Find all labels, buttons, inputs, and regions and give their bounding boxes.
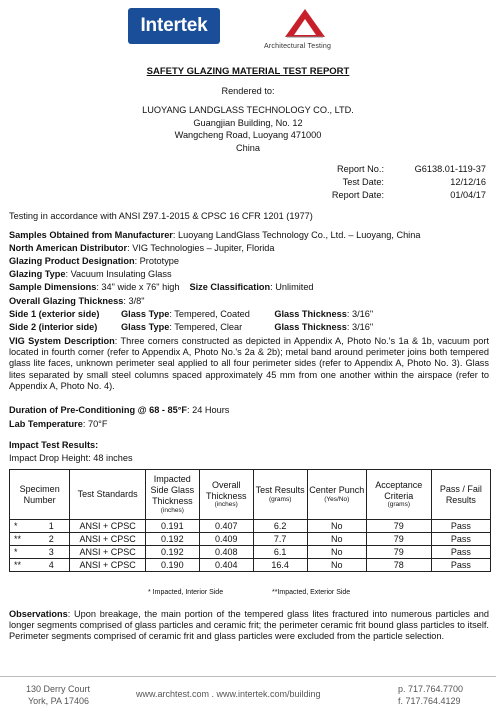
preconditioning-field: Duration of Pre-Conditioning @ 68 - 85°F: 24 Hours [9,405,230,415]
test-date-label: Test Date: [342,177,384,187]
table-cell-side: 0.192 [145,533,199,546]
table-cell-criteria: 79 [366,546,431,559]
table-cell-num: 2 [33,533,70,546]
table-header-label: Impacted Side Glass Thickness [150,474,195,506]
address-line-2: Wangcheng Road, Luoyang 471000 [174,130,322,140]
report-date-value: 01/04/17 [450,190,486,200]
footer-phone: p. 717.764.7700 [398,684,464,694]
table-cell-pf: Pass [431,520,490,533]
observations: Observations: Upon breakage, the main portion of the tempered glass lites fractured into numerous particles and longer segments comprised of glass particles and ceramic frit; the perimeter ceramic frit bound glass particles to itself. Perimeter segments comprised of ceramic frit and glass particles were excluded from the particle selection. [9,609,489,642]
table-header-label: Specimen Number [19,483,60,505]
footnote-exterior: **Impacted, Exterior Side [272,589,351,596]
table-header-cell [199,470,253,520]
table-header-unit: (Yes/No) [324,496,350,503]
table-cell-result: 7.7 [253,533,307,546]
glazing-type-field: Glazing Type: Vacuum Insulating Glass [9,269,172,279]
table-cell-criteria: 79 [366,520,431,533]
table-header-cell [366,470,431,520]
table-header-unit: (inches) [214,501,238,509]
table-header-unit: (grams) [387,501,410,509]
table-cell-criteria: 78 [366,559,431,572]
testing-standard: Testing in accordance with ANSI Z97.1-2015 & CPSC 16 CFR 1201 (1977) [9,211,313,221]
report-no-label: Report No.: [337,164,384,174]
report-date-label: Report Date: [331,190,384,200]
footer-websites: www.archtest.com . www.intertek.com/building [136,689,321,699]
table-cell-num: 3 [33,546,70,559]
table-cell-punch: No [307,559,366,572]
address-country: China [235,143,260,153]
table-header-label: Test Results [255,485,305,496]
table-header-unit: (inches) [160,506,184,514]
table-cell-num: 1 [33,520,70,533]
report-header [0,0,496,58]
table-cell-overall: 0.408 [199,546,253,559]
table-cell-side: 0.190 [145,559,199,572]
impact-drop-height: Impact Drop Height: 48 inches [9,453,133,463]
table-header-cell [253,470,307,520]
table-cell-result: 16.4 [253,559,307,572]
footer-fax: f. 717.764.4129 [398,696,461,706]
table-cell-result: 6.1 [253,546,307,559]
table-cell-side: 0.191 [145,520,199,533]
footnote-interior: * Impacted, Interior Side [148,589,224,596]
table-cell-side: 0.192 [145,546,199,559]
footer-street: 130 Derry Court [26,684,91,694]
table-cell-punch: No [307,533,366,546]
test-date-value: 12/12/16 [450,177,486,187]
table-cell-mark: * [10,520,34,533]
table-cell-overall: 0.407 [199,520,253,533]
table-header-label: Acceptance Criteria [375,479,423,501]
table-header-label: Overall Thickness [205,479,247,501]
table-header-cell [431,470,490,520]
table-cell-pf: Pass [431,533,490,546]
table-cell-mark: ** [10,533,34,546]
table-body [10,520,491,572]
intertek-logo [128,8,220,44]
rendered-to-label: Rendered to: [221,86,275,96]
table-cell-result: 6.2 [253,520,307,533]
table-cell-overall: 0.404 [199,559,253,572]
footer-city: York, PA 17406 [28,696,90,706]
impact-results-table [9,469,491,572]
table-header-cell [307,470,366,520]
report-title: SAFETY GLAZING MATERIAL TEST REPORT [146,66,350,77]
table-header-unit: (grams) [268,496,292,503]
table-cell-pf: Pass [431,559,490,572]
table-cell-overall: 0.409 [199,533,253,546]
table-cell-punch: No [307,546,366,559]
architectural-testing-logo-icon [283,7,327,39]
table-cell-std: ANSI + CPSC [70,546,145,559]
table-header-label: Pass / Fail Results [439,483,482,505]
distributor-field: North American Distributor: VIG Technologies – Jupiter, Florida [9,243,275,253]
table-row [10,533,491,546]
table-header-cell [145,470,199,520]
side2-field: Side 2 (interior side) Glass Type: Tempered, Clear Glass Thickness: 3/16" [9,322,374,332]
table-cell-std: ANSI + CPSC [70,520,145,533]
thickness-field: Overall Glazing Thickness: 3/8" [9,296,145,306]
table-row [10,546,491,559]
table-header-label: Test Standards [77,489,138,500]
dimensions-field: Sample Dimensions: 34" wide x 76" high Size Classification: Unlimited [9,282,314,292]
table-header-cell [70,470,145,520]
architectural-testing-label: Architectural Testing [264,43,332,50]
table-cell-mark: ** [10,559,34,572]
vig-description: VIG System Description: Three corners constructed as depicted in Appendix A, Photo No.'s 1a & 1b, vacuum port located in fourth corner (refer to Appendix A, Photo No.'s 2a & 2b); metal band around perimeter joins both tempered glass lite faces, unknown perimeter seal applied to all four perimeter sides (refer to Appendix A, Photo No. 3). Glass lites separated by small steel columns spaced approximately 45 mm from one another within the airspace (refer to Appendix A, Photo No. 4). [9,336,489,391]
table-cell-pf: Pass [431,546,490,559]
table-header-label: Center Punch [309,485,365,496]
table-header-row [10,470,491,520]
table-cell-mark: * [10,546,34,559]
table-cell-punch: No [307,520,366,533]
product-field: Glazing Product Designation: Prototype [9,256,180,266]
impact-results-title: Impact Test Results: [9,440,99,450]
samples-field: Samples Obtained from Manufacturer: Luoyang LandGlass Technology Co., Ltd. – Luoyang, China [9,230,421,240]
address-line-1: Guangjian Building, No. 12 [193,118,303,128]
table-cell-std: ANSI + CPSC [70,533,145,546]
lab-temperature-field: Lab Temperature: 70°F [9,419,108,429]
table-row [10,559,491,572]
side1-field: Side 1 (exterior side) Glass Type: Tempered, Coated Glass Thickness: 3/16" [9,309,374,319]
report-no-value: G6138.01-119-37 [414,164,486,174]
table-row [10,520,491,533]
footer-divider [0,676,496,677]
table-header-cell [10,470,70,520]
table-cell-criteria: 79 [366,533,431,546]
company-name: LUOYANG LANDGLASS TECHNOLOGY CO., LTD. [142,105,354,115]
table-cell-num: 4 [33,559,70,572]
table-cell-std: ANSI + CPSC [70,559,145,572]
intertek-logo-text: Intertek [140,15,208,37]
